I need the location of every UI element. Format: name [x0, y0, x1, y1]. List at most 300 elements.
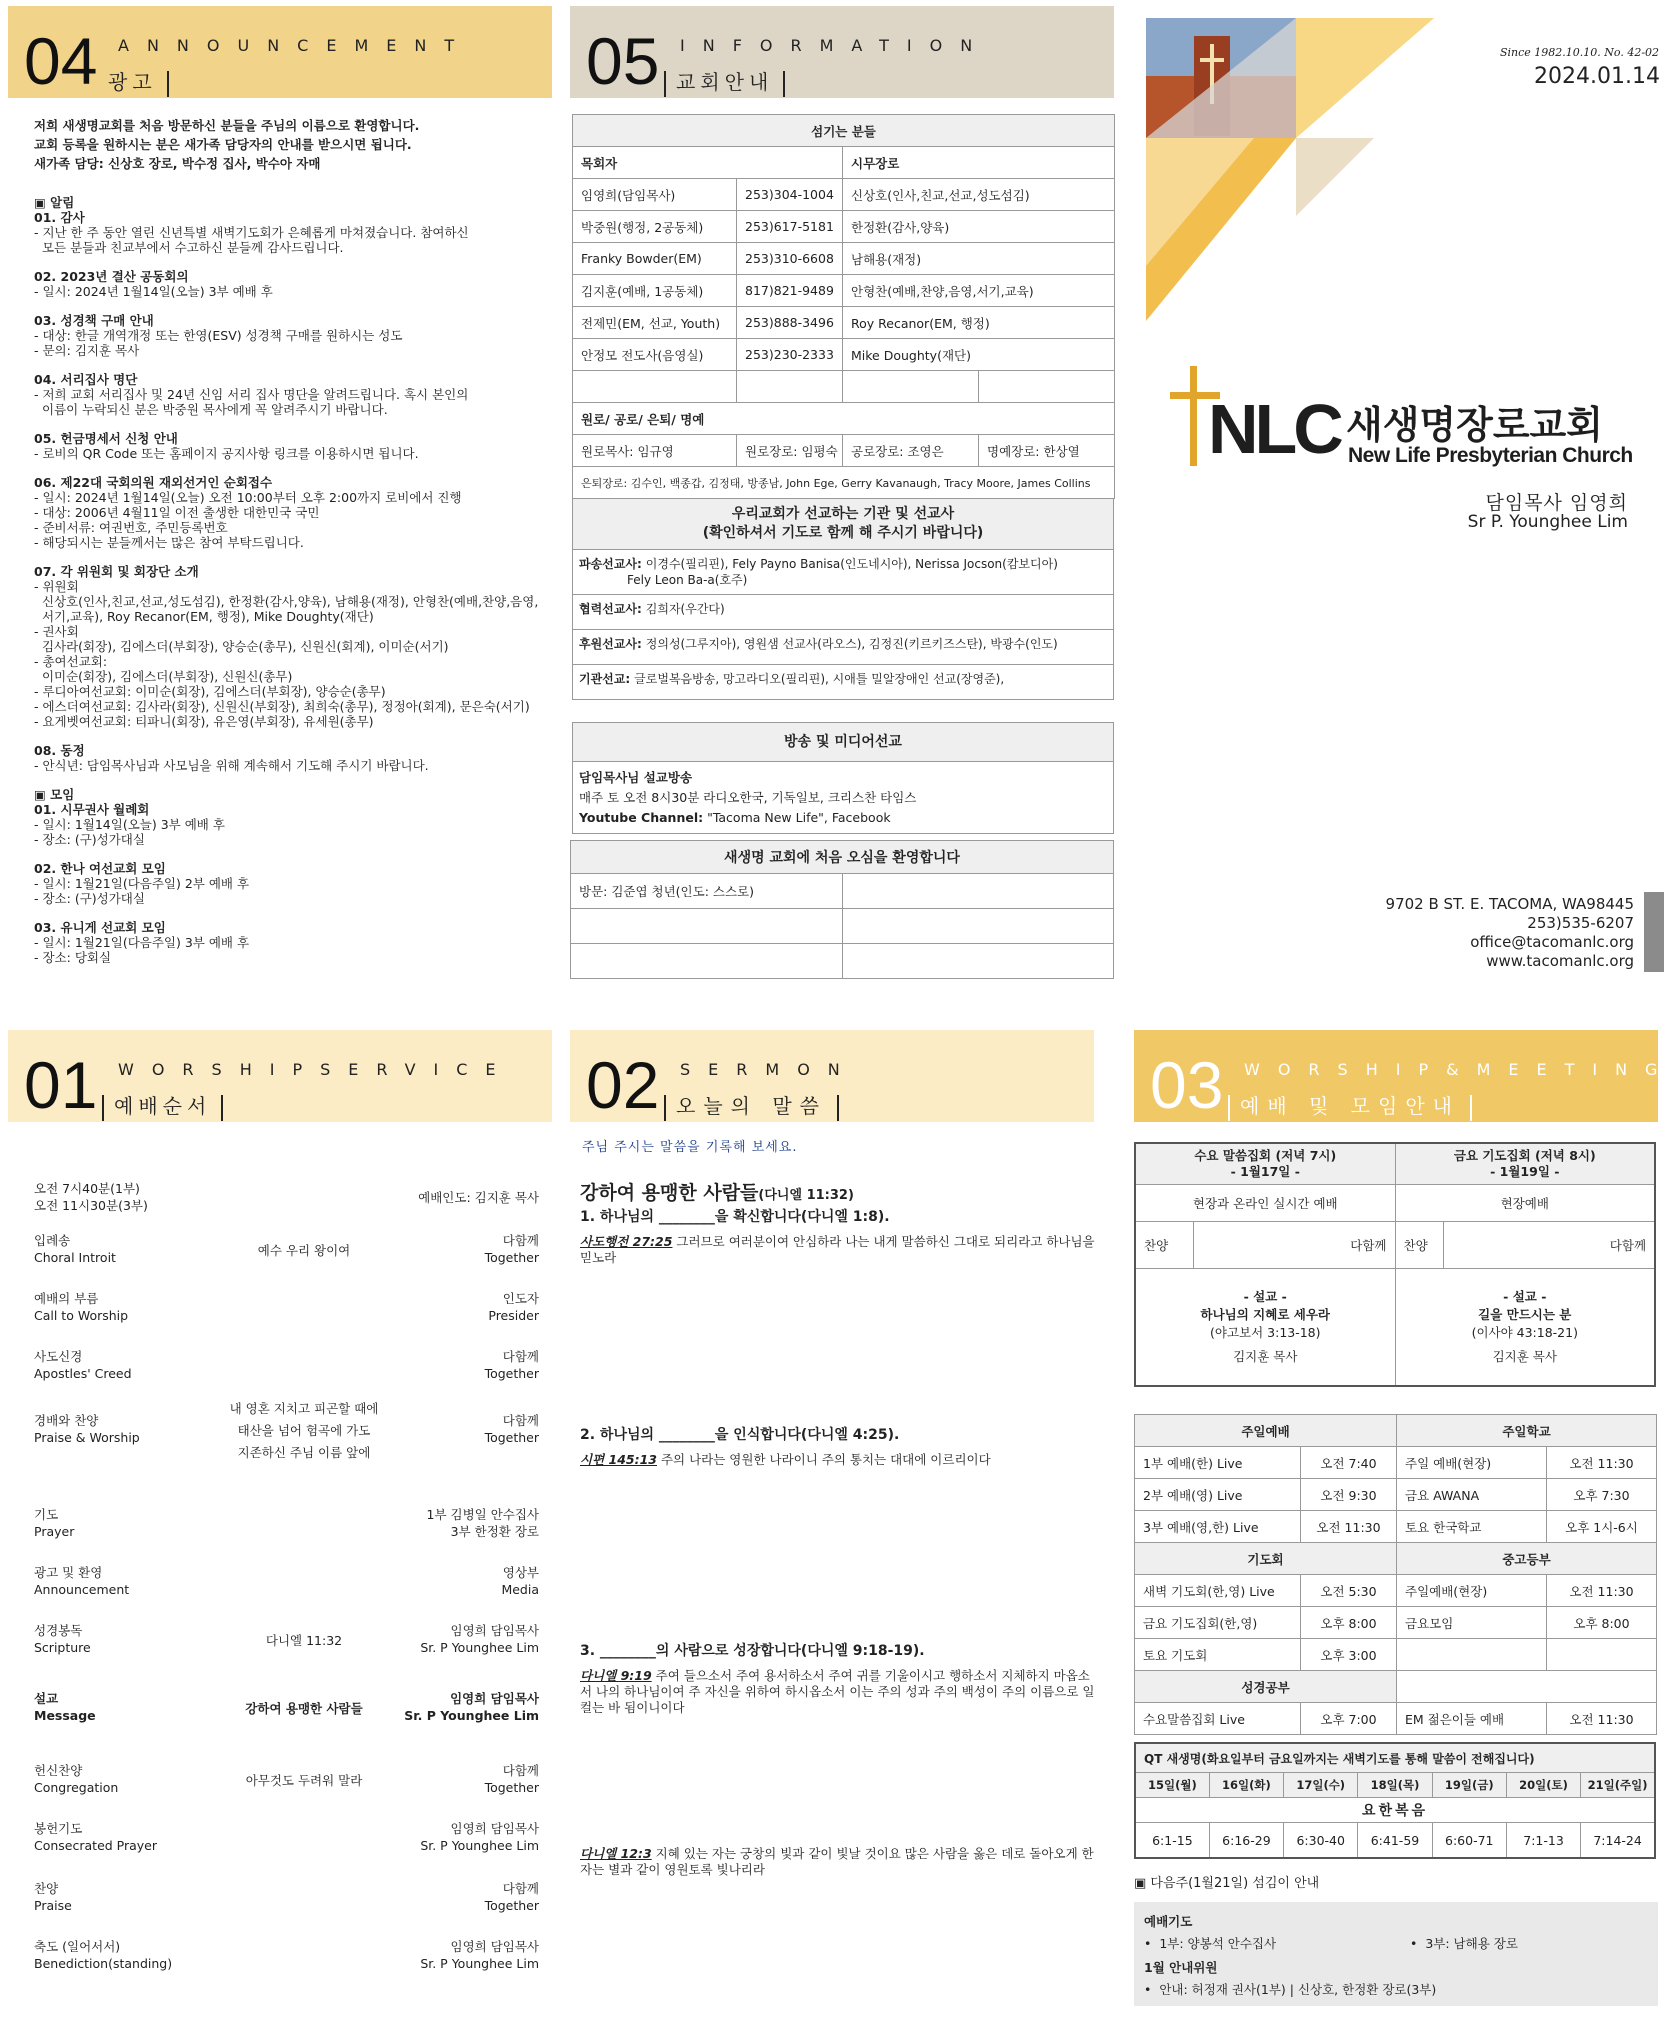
- church-name-ko: 새생명장로교회: [1346, 403, 1603, 447]
- section-title-en: WORSHIP&MEETING: [1244, 1060, 1676, 1079]
- qt-reading: 7:14-24: [1581, 1823, 1655, 1859]
- qt-refs-row: [1135, 1823, 1655, 1859]
- announcement-line: - 준비서류: 여권번호, 주민등록번호: [34, 520, 228, 535]
- next-week-heading: ▣ 다음주(1월21일) 섬김이 안내: [1134, 1876, 1320, 1891]
- sched-name: EM 젊은이들 예배: [1397, 1703, 1547, 1735]
- announcement-line: - 해당되시는 분들께서는 많은 참여 부탁드립니다.: [34, 535, 304, 550]
- qt-title: QT 새생명(화요일부터 금요일까지는 새벽기도를 통해 말씀이 전해집니다): [1135, 1743, 1655, 1773]
- elder-name: Roy Recanor(EM, 행정): [843, 307, 1115, 339]
- pastor-phone: 253)230-2333: [737, 339, 843, 371]
- pastor-phone: 253)304-1004: [737, 179, 843, 211]
- church-name-en: New Life Presbyterian Church: [1348, 444, 1633, 467]
- welcome-table: [570, 840, 1114, 979]
- wed-mode: 현장과 온라인 실시간 예배: [1135, 1185, 1395, 1222]
- announcement-title: 07. 각 위원회 및 회장단 소개: [34, 564, 199, 579]
- guide-line: • 안내: 허정재 권사(1부) | 신상호, 한정환 장로(3부): [1144, 1982, 1437, 1997]
- announcement-line: - 일시: 2024년 1월14일(오늘) 오전 10:00부터 오후 2:00까지 로비에서 진행: [34, 490, 462, 505]
- schedule-rows: [1135, 1575, 1657, 1671]
- schedule-row: [1135, 1511, 1657, 1543]
- service-leader-ko: 임영희 담임목사: [450, 1691, 539, 1706]
- media-sermon-label: 담임목사님 설교방송: [579, 770, 693, 785]
- service-item-leader: [485, 1348, 539, 1382]
- schedule-row: [1135, 1447, 1657, 1479]
- pastor-row: [573, 179, 1115, 211]
- email-link[interactable]: office@tacomanlc.org: [1470, 933, 1634, 951]
- service-leader-en: Together: [484, 1430, 539, 1445]
- qt-day: 18일(목): [1358, 1773, 1432, 1798]
- empty-cell: [571, 909, 843, 944]
- sermon-title-ref: (다니엘 11:32): [758, 1188, 854, 1203]
- service-item-leader: [420, 1820, 539, 1854]
- announcement-item: [34, 269, 544, 299]
- service-leader-en: Together: [484, 1780, 539, 1795]
- section-title-ko: [108, 1090, 233, 1121]
- welcome-title: 새생명 교회에 처음 오심을 환영합니다: [571, 841, 1114, 874]
- mission-label: 기관선교:: [579, 672, 631, 686]
- service-leader-en: Media: [501, 1582, 539, 1597]
- mission-row: [573, 595, 1113, 630]
- verse-text: 지혜 있는 자는 궁창의 빛과 같이 빛날 것이요 많은 사람을 옳은 데로 돌아오게 한 자는 별과 같이 영원토록 빛나리라: [580, 1846, 1094, 1877]
- praise-together: 다함께: [1443, 1222, 1655, 1269]
- fri-title: 금요 기도집회 (저녁 8시): [1453, 1148, 1596, 1163]
- service-leader-ko: 다함께: [502, 1233, 539, 1248]
- pastor-name: 김지훈(예배, 1공동체): [573, 275, 737, 307]
- announcement-line: - 문의: 김지훈 목사: [34, 343, 140, 358]
- mission-text: 이경수(필리핀), Fely Payno Banisa(인도네시아), Nerissa Jocson(캄보디아): [645, 557, 1058, 571]
- section-title-ko-text: 광고: [108, 70, 157, 94]
- prayer-1-text: 1부: 양봉석 안수집사: [1159, 1936, 1277, 1951]
- weekly-schedule: [1134, 1414, 1657, 1735]
- announcement-item: [34, 313, 544, 358]
- sched-header: 중고등부: [1397, 1543, 1657, 1575]
- pastor-phone: 253)888-3496: [737, 307, 843, 339]
- sermon-title: 하나님의 지혜로 세우라: [1200, 1307, 1330, 1322]
- service-item-leader: [485, 1880, 539, 1914]
- qt-book: 요한복음: [1135, 1798, 1655, 1823]
- service-leader-ko: 다함께: [502, 1881, 539, 1896]
- retired-elders: 은퇴장로: 김수인, 백종갑, 김정태, 방종남, John Ege, Gerry Kavanaugh, Tracy Moore, James Collins: [573, 467, 1115, 499]
- pastor-row: [573, 211, 1115, 243]
- announcement-line: 모든 분들과 친교부에서 수고하신 분들께 감사드립니다.: [34, 240, 344, 255]
- meeting-line: - 일시: 1월21일(다음주일) 2부 예배 후: [34, 876, 250, 891]
- empty-cell: [979, 371, 1115, 403]
- service-item-en: Praise & Worship: [34, 1430, 140, 1445]
- section-title-en: ANNOUNCEMENT: [118, 36, 473, 55]
- mission-text: 정의성(그루지아), 영원샘 선교사(라오스), 김정진(키르키즈스탄), 박광수(인도): [645, 637, 1058, 651]
- qt-reading: 7:1-13: [1506, 1823, 1580, 1859]
- announcement-line: - 권사회: [34, 624, 79, 639]
- service-leader-en: Sr. P Younghee Lim: [420, 1838, 539, 1853]
- qt-reading: 6:16-29: [1209, 1823, 1283, 1859]
- welcome-intro: [34, 116, 544, 173]
- sermon-point-verse: [580, 1234, 1095, 1266]
- sermon-note: 주님 주시는 말씀을 기록해 보세요.: [582, 1140, 798, 1155]
- announcement-line: 김사라(회장), 김에스더(부회장), 양승순(총무), 신원신(회계), 이미순(서기): [34, 639, 449, 654]
- elder-name: 남해용(재정): [843, 243, 1115, 275]
- service-row: [34, 1622, 539, 1662]
- announcement-line: - 루디아여선교회: 이미순(회장), 김에스더(부회장), 양승순(총무): [34, 684, 386, 699]
- service-row: [34, 1880, 539, 1920]
- announcement-title: 04. 서리집사 명단: [34, 372, 138, 387]
- mission-title-line: 우리교회가 선교하는 기관 및 선교사: [731, 506, 955, 522]
- service-item-ko: 찬양: [34, 1881, 59, 1896]
- pastor-phone: 253)310-6608: [737, 243, 843, 275]
- empty-cell: [842, 909, 1114, 944]
- service-row: [34, 1564, 539, 1604]
- mission-text-2: Fely Leon Ba-a(호주): [627, 573, 748, 587]
- prayer-3-text: 3부: 남해용 장로: [1425, 1936, 1518, 1951]
- sched-time: 오후 8:00: [1301, 1607, 1397, 1639]
- prayer-1: • 1부: 양봉석 안수집사: [1144, 1936, 1277, 1951]
- elders-title: 원로/ 공로/ 은퇴/ 명예: [573, 403, 1115, 435]
- sermon-point-heading: 3. ________의 사람으로 성장합니다(다니엘 9:18-19).: [580, 1643, 925, 1659]
- pastor-row: [573, 339, 1115, 371]
- title-divider: [837, 1095, 839, 1121]
- section-title-ko-text: 예배 및 모임안내: [1240, 1094, 1460, 1118]
- mission-text: 김희자(우간다): [645, 602, 725, 616]
- service-row: [34, 1348, 539, 1388]
- elder-name: 한정환(감사,양육): [843, 211, 1115, 243]
- fri-header: [1395, 1143, 1655, 1185]
- announcement-line: - 위원회: [34, 579, 79, 594]
- serving-staff-table: [572, 114, 1115, 499]
- pastor-col-header: 목회자: [573, 147, 843, 179]
- announcement-title: 05. 헌금명세서 신청 안내: [34, 431, 178, 446]
- service-leader-ko: 다함께: [502, 1413, 539, 1428]
- sermon-point-verse: [580, 1452, 1095, 1468]
- verse-ref: 다니엘 9:19: [580, 1668, 652, 1683]
- service-leader-ko: 다함께: [502, 1349, 539, 1364]
- website-link[interactable]: www.tacomanlc.org: [1486, 952, 1634, 970]
- elder-col-header: 시무장로: [843, 147, 1115, 179]
- announcement-line: 서기,교육), Roy Recanor(EM, 행정), Mike Doughty(재단): [34, 609, 374, 624]
- section-number: 03: [1150, 1048, 1224, 1122]
- service-leader-ko: 다함께: [502, 1763, 539, 1778]
- announcement-title: 02. 2023년 결산 공동회의: [34, 269, 189, 284]
- pastor-row: [573, 275, 1115, 307]
- wed-date: - 1월17일 -: [1230, 1164, 1300, 1179]
- pastor-name: 안정모 전도사(음영실): [573, 339, 737, 371]
- mission-row: [573, 550, 1113, 595]
- qt-reading: 6:30-40: [1284, 1823, 1358, 1859]
- service-leader-ko: 영상부: [502, 1565, 539, 1580]
- service-item-name: [34, 1622, 91, 1656]
- empty-cell: [571, 944, 843, 979]
- service-item-en: Praise: [34, 1898, 72, 1913]
- sched-name: 수요말씀집회 Live: [1135, 1703, 1301, 1735]
- qt-days-row: [1135, 1773, 1655, 1798]
- sched-header: 기도회: [1135, 1543, 1397, 1575]
- worship-header: [8, 1030, 552, 1122]
- youtube-label: Youtube Channel:: [579, 810, 704, 825]
- service-row: [34, 1401, 539, 1460]
- announcement-line: 이름이 누락되신 분은 박중원 목사에게 꼭 알려주시기 바랍니다.: [34, 402, 388, 417]
- pastor-phone: 817)821-9489: [737, 275, 843, 307]
- issue-info: Since 1982.10.10. No. 42-02: [1500, 46, 1660, 59]
- cover-art: [1144, 16, 1484, 326]
- title-divider: [664, 1095, 666, 1121]
- announcement-item: [34, 564, 544, 729]
- section-number: 01: [24, 1048, 98, 1122]
- praise-label: 찬양: [1395, 1222, 1443, 1269]
- sermon-point-verse: [580, 1668, 1095, 1716]
- section-title-ko-text: 교회안내: [676, 70, 774, 94]
- worship-leader: 예배인도: 김지훈 목사: [418, 1190, 539, 1205]
- announcement-item: [34, 743, 544, 773]
- section-title-en: WORSHIPSERVICE: [118, 1060, 514, 1079]
- service-leader-en: Sr. P Younghee Lim: [420, 1640, 539, 1655]
- sched-name: 토요 한국학교: [1397, 1511, 1547, 1543]
- service-item-leader: [420, 1622, 539, 1656]
- media-title: 방송 및 미디어선교: [573, 723, 1113, 762]
- sched-time: 오전 5:30: [1301, 1575, 1397, 1607]
- service-item-leader: [420, 1938, 539, 1972]
- section-title-ko: [108, 66, 179, 97]
- sched-name: 1부 예배(한) Live: [1135, 1447, 1301, 1479]
- meeting-list: [34, 802, 544, 965]
- service-item-en: Apostles' Creed: [34, 1366, 132, 1381]
- verse-text: 주의 나라는 영원한 나라이니 주의 통치는 대대에 이르리이다: [657, 1452, 991, 1467]
- announcement-title: 03. 성경책 구매 안내: [34, 313, 154, 328]
- service-item-en: Congregation: [34, 1780, 119, 1795]
- fri-sermon: [1395, 1269, 1655, 1387]
- meeting-item: [34, 802, 544, 847]
- sched-name: 3부 예배(영,한) Live: [1135, 1511, 1301, 1543]
- pastor-name: 박중원(행정, 2공동체): [573, 211, 737, 243]
- announcement-line: - 저희 교회 서리집사 및 24년 신임 서리 집사 명단을 알려드립니다. 혹시 본인의: [34, 387, 469, 402]
- service-item-ko: 성경봉독: [34, 1623, 83, 1638]
- verse-ref: 다니엘 12:3: [580, 1846, 652, 1861]
- sched-time: [1547, 1639, 1657, 1671]
- section-title-ko: [1234, 1090, 1482, 1121]
- schedule-rows: [1135, 1447, 1657, 1543]
- cover-shapes: [1144, 16, 1484, 326]
- section-title-en: SERMON: [680, 1060, 858, 1079]
- alarm-heading: ▣ 알림: [34, 195, 75, 210]
- announcement-line: - 지난 한 주 동안 열린 신년특별 새벽기도회가 은혜롭게 마쳐졌습니다. 참여하신: [34, 225, 469, 240]
- next-week-box: [1134, 1902, 1658, 2006]
- sermon-point: [580, 1424, 1095, 1468]
- mission-label: 후원선교사:: [579, 637, 642, 651]
- meeting-line: - 장소: 당회실: [34, 950, 112, 965]
- service-item-content: 예수 우리 왕이여: [257, 1243, 351, 1258]
- service-item-leader: [501, 1564, 539, 1598]
- sermon-title: [580, 1178, 854, 1205]
- elder-name: 안형찬(예배,찬양,음영,서기,교육): [843, 275, 1115, 307]
- service-item-en: Consecrated Prayer: [34, 1838, 158, 1853]
- section-number: 02: [586, 1048, 660, 1122]
- service-row: [34, 1290, 539, 1330]
- sched-time: 오전 9:30: [1301, 1479, 1397, 1511]
- empty-cell: [843, 371, 979, 403]
- service-leader-en: Together: [484, 1250, 539, 1265]
- service-item-name: [34, 1880, 72, 1914]
- announcement-header: [8, 6, 552, 98]
- section-title-ko: [670, 66, 795, 97]
- service-item-name: [34, 1290, 128, 1324]
- announcement-item: [34, 372, 544, 417]
- service-item-ko: 사도신경: [34, 1349, 83, 1364]
- meeting-line: - 장소: (구)성가대실: [34, 832, 145, 847]
- meeting-line: - 장소: (구)성가대실: [34, 891, 145, 906]
- sched-name: 새벽 기도회(한,영) Live: [1135, 1575, 1301, 1607]
- sched-time: 오후 8:00: [1547, 1607, 1657, 1639]
- contact-block: [1386, 895, 1634, 971]
- pastor-phone: 253)617-5181: [737, 211, 843, 243]
- pastor-rows: [573, 179, 1115, 371]
- section-title-ko-text: 오늘의 말씀: [676, 1094, 827, 1118]
- service-row: [34, 1820, 539, 1860]
- service-leader-ko: 1부 김병일 안수집사: [426, 1507, 539, 1522]
- service-item-ko: 헌신찬양: [34, 1763, 83, 1778]
- wed-sermon: [1135, 1269, 1395, 1387]
- sermon-ref: (이사야 43:18-21): [1471, 1325, 1578, 1340]
- section-title-en: INFORMATION: [680, 36, 991, 55]
- title-divider: [783, 71, 785, 97]
- title-divider: [1228, 1095, 1230, 1121]
- empty-cell: [573, 371, 737, 403]
- announcement-item: [34, 210, 544, 255]
- service-item-name: [34, 1348, 132, 1382]
- service-row: [34, 1506, 539, 1546]
- service-item-content: 강하여 용맹한 사람들: [245, 1701, 363, 1716]
- service-item-ko: 경배와 찬양: [34, 1413, 99, 1428]
- service-item-en: Announcement: [34, 1582, 130, 1597]
- welcome-visit: 방문: 김준엽 청년(인도: 스스로): [571, 874, 843, 909]
- service-leader-en: Together: [484, 1366, 539, 1381]
- mission-title: [573, 499, 1113, 550]
- service-item-leader: [485, 1412, 539, 1446]
- service-item-leader: [427, 1506, 540, 1540]
- sermon-ref: (야고보서 3:13-18): [1210, 1325, 1321, 1340]
- prayer-label: 예배기도: [1144, 1914, 1193, 1929]
- service-item-en: Choral Introit: [34, 1250, 116, 1265]
- empty-cell: [737, 371, 843, 403]
- meeting-line: - 일시: 1월21일(다음주일) 3부 예배 후: [34, 935, 250, 950]
- service-leader-ko: 임영희 담임목사: [450, 1623, 539, 1638]
- announcement-list: [34, 210, 544, 773]
- sched-time: 오전 11:30: [1547, 1575, 1657, 1607]
- title-divider: [167, 71, 169, 97]
- announcement-line: - 총여선교회:: [34, 654, 108, 669]
- sermon-label: - 설교 -: [1243, 1289, 1287, 1304]
- empty-cell: [1397, 1671, 1657, 1703]
- qt-reading: 6:41-59: [1358, 1823, 1432, 1859]
- section-title-ko-text: 예배순서: [114, 1094, 212, 1118]
- sched-header: 주일예배: [1135, 1415, 1397, 1447]
- sermon-label: - 설교 -: [1503, 1289, 1547, 1304]
- service-row: [34, 1938, 539, 1978]
- qt-table: [1134, 1742, 1656, 1859]
- service-item-ko: 봉헌기도: [34, 1821, 83, 1836]
- service-item-en: Benediction(standing): [34, 1956, 173, 1971]
- pastor-row: [573, 307, 1115, 339]
- sched-time: 오후 3:00: [1301, 1639, 1397, 1671]
- verse-ref: 시편 145:13: [580, 1452, 657, 1467]
- empty-cell: [842, 874, 1114, 909]
- sched-name: 주일 예배(현장): [1397, 1447, 1547, 1479]
- service-item-name: [34, 1412, 140, 1446]
- meeting-line: - 일시: 1월14일(오늘) 3부 예배 후: [34, 817, 225, 832]
- announcement-line: - 로비의 QR Code 또는 홈페이지 공지사항 링크를 이용하시면 됩니다.: [34, 446, 419, 461]
- sched-header: 주일학교: [1397, 1415, 1657, 1447]
- meeting-heading: ▣ 모임: [34, 787, 75, 802]
- announcement-line: - 대상: 한글 개역개정 또는 한영(ESV) 성경책 구매를 원하시는 성도: [34, 328, 403, 343]
- announcement-line: 신상호(인사,친교,선교,성도섬김), 한정환(감사,양육), 남해용(재정), 안형찬(예배,찬양,음영,: [34, 594, 539, 609]
- sermon-title-text: 강하여 용맹한 사람들: [580, 1182, 759, 1204]
- media-box: [572, 722, 1114, 834]
- announcement-body: [34, 116, 544, 979]
- elder-cell: 원로목사: 임규영: [573, 435, 737, 467]
- information-header: [570, 6, 1114, 98]
- announcement-line: 이미순(회장), 김에스더(부회장), 신원신(총무): [34, 669, 293, 684]
- qt-day: 20일(토): [1506, 1773, 1580, 1798]
- service-row: [34, 1690, 539, 1730]
- sermon-point: [580, 1206, 1095, 1266]
- schedule-row: [1135, 1575, 1657, 1607]
- service-item-name: [34, 1938, 172, 1972]
- service-item-ko: 예배의 부름: [34, 1291, 99, 1306]
- elder-cell: 공로장로: 조영은: [843, 435, 979, 467]
- meeting-title: 03. 유니게 선교회 모임: [34, 920, 166, 935]
- section-number: 04: [24, 24, 98, 98]
- mission-row: [573, 665, 1113, 699]
- service-item-content: 다니엘 11:32: [265, 1633, 343, 1648]
- qt-day: 15일(월): [1135, 1773, 1209, 1798]
- address: 9702 B ST. E. TACOMA, WA98445: [1385, 895, 1634, 913]
- guide-text: 안내: 허정재 권사(1부) | 신상호, 한정환 장로(3부): [1159, 1982, 1437, 1997]
- sched-name: 주일예배(현장): [1397, 1575, 1547, 1607]
- elder-cell: 명예장로: 한상열: [979, 435, 1115, 467]
- sermon-header: [570, 1030, 1094, 1122]
- media-youtube: [579, 808, 1107, 828]
- service-item-ko: 축도 (일어서서): [34, 1939, 121, 1954]
- qt-day: 21일(주일): [1581, 1773, 1655, 1798]
- title-divider: [102, 1095, 104, 1121]
- service-time: 오전 7시40분(1부): [34, 1181, 140, 1196]
- qt-day: 16일(화): [1209, 1773, 1283, 1798]
- sermon-point-heading: 2. 하나님의 ________을 인식합니다(다니엘 4:25).: [580, 1427, 900, 1443]
- sched-name: [1397, 1639, 1547, 1671]
- meeting-title: 01. 시무권사 월례회: [34, 802, 150, 817]
- senior-pastor-ko: 담임목사 임영희: [1485, 492, 1628, 514]
- service-item-en: Prayer: [34, 1524, 75, 1539]
- sched-header: 성경공부: [1135, 1671, 1397, 1703]
- sched-time: 오전 11:30: [1547, 1703, 1657, 1735]
- service-leader-en: Sr. P Younghee Lim: [420, 1956, 539, 1971]
- sched-name: 금요모임: [1397, 1607, 1547, 1639]
- service-leader-en: Together: [484, 1898, 539, 1913]
- sched-time: 오전 7:40: [1301, 1447, 1397, 1479]
- service-item-content: 내 영혼 지치고 피곤할 때에 태산을 넘어 험곡에 가도 지존하신 주님 이름 앞에: [229, 1401, 379, 1460]
- service-row: [34, 1762, 539, 1802]
- mission-rows: [573, 550, 1113, 699]
- praise-together: 다함께: [1193, 1222, 1395, 1269]
- service-item-leader: [488, 1290, 539, 1324]
- announcement-title: 06. 제22대 국회의원 재외선거인 순회접수: [34, 475, 273, 490]
- announcement-title: 01. 감사: [34, 210, 85, 225]
- praise-label: 찬양: [1135, 1222, 1193, 1269]
- service-item-name: [34, 1564, 129, 1598]
- sched-time: 오전 11:30: [1547, 1447, 1657, 1479]
- announcement-line: - 일시: 2024년 1월14일(오늘) 3부 예배 후: [34, 284, 273, 299]
- qt-reading: 6:1-15: [1135, 1823, 1209, 1859]
- meeting-title: 02. 한나 여선교회 모임: [34, 861, 166, 876]
- media-radio: 매주 토 오전 8시30분 라디오한국, 기독일보, 크리스찬 타임스: [579, 790, 917, 805]
- service-item-ko: 광고 및 환영: [34, 1565, 103, 1580]
- mission-box: [572, 498, 1114, 700]
- announcement-line: - 요게벳여선교회: 티파니(회장), 유은영(부회장), 유세원(총무): [34, 714, 374, 729]
